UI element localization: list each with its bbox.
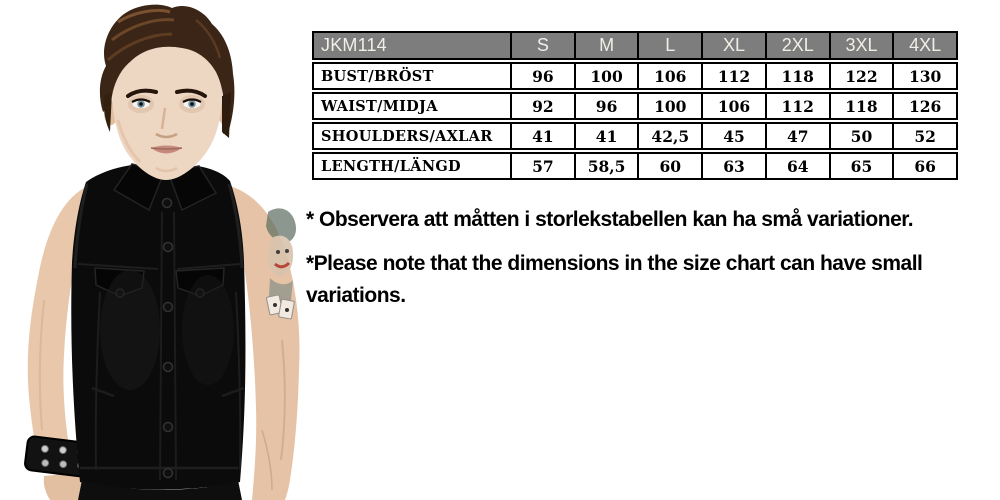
- size-table-header-row: [312, 31, 958, 60]
- cell-value: 130: [892, 64, 956, 88]
- cell-value: 118: [829, 94, 893, 118]
- cell-value: 122: [829, 64, 893, 88]
- model-photo: [0, 0, 310, 500]
- cell-value: 92: [510, 94, 574, 118]
- note-english-line2: variations.: [306, 284, 406, 307]
- cell-value: 47: [765, 124, 829, 148]
- disclaimer-notes: [306, 205, 986, 312]
- table-row-length: [312, 152, 958, 180]
- cell-value: 118: [765, 64, 829, 88]
- size-header-2xl: 2XL: [765, 33, 829, 58]
- model-vest: [71, 164, 245, 490]
- cell-value: 45: [701, 124, 765, 148]
- cell-value: 64: [765, 154, 829, 178]
- size-header-m: M: [574, 33, 638, 58]
- cell-value: 50: [829, 124, 893, 148]
- size-header-xl: XL: [701, 33, 765, 58]
- cell-value: 58,5: [574, 154, 638, 178]
- size-header-s: S: [510, 33, 574, 58]
- cell-value: 52: [892, 124, 956, 148]
- note-swedish: * Observera att måtten i storlekstabellen kan ha små variationer.: [306, 208, 914, 231]
- table-row-shoulders: [312, 122, 958, 150]
- cell-value: 65: [829, 154, 893, 178]
- size-header-4xl: 4XL: [892, 33, 956, 58]
- cell-value: 60: [637, 154, 701, 178]
- cell-value: 96: [574, 94, 638, 118]
- row-label: BUST/BRÖST: [321, 67, 434, 85]
- cell-value: 96: [510, 64, 574, 88]
- product-code: JKM114: [321, 35, 387, 55]
- cell-value: 100: [637, 94, 701, 118]
- cell-value: 112: [701, 64, 765, 88]
- note-english: [306, 248, 986, 312]
- table-row-waist: [312, 92, 958, 120]
- cell-value: 112: [765, 94, 829, 118]
- cell-value: 100: [574, 64, 638, 88]
- cell-value: 106: [637, 64, 701, 88]
- cell-value: 57: [510, 154, 574, 178]
- cell-value: 41: [510, 124, 574, 148]
- cell-value: 42,5: [637, 124, 701, 148]
- row-label: SHOULDERS/AXLAR: [321, 127, 493, 145]
- cell-value: 66: [892, 154, 956, 178]
- row-label: LENGTH/LÄNGD: [321, 157, 461, 175]
- note-english-line1: *Please note that the dimensions in the size chart can have small: [306, 252, 923, 275]
- row-label: WAIST/MIDJA: [321, 97, 438, 115]
- cell-value: 41: [574, 124, 638, 148]
- size-header-l: L: [637, 33, 701, 58]
- cell-value: 126: [892, 94, 956, 118]
- table-row-bust: [312, 62, 958, 90]
- size-table: [312, 31, 958, 182]
- cell-value: 106: [701, 94, 765, 118]
- size-header-3xl: 3XL: [829, 33, 893, 58]
- cell-value: 63: [701, 154, 765, 178]
- arm-tattoo: [266, 208, 296, 319]
